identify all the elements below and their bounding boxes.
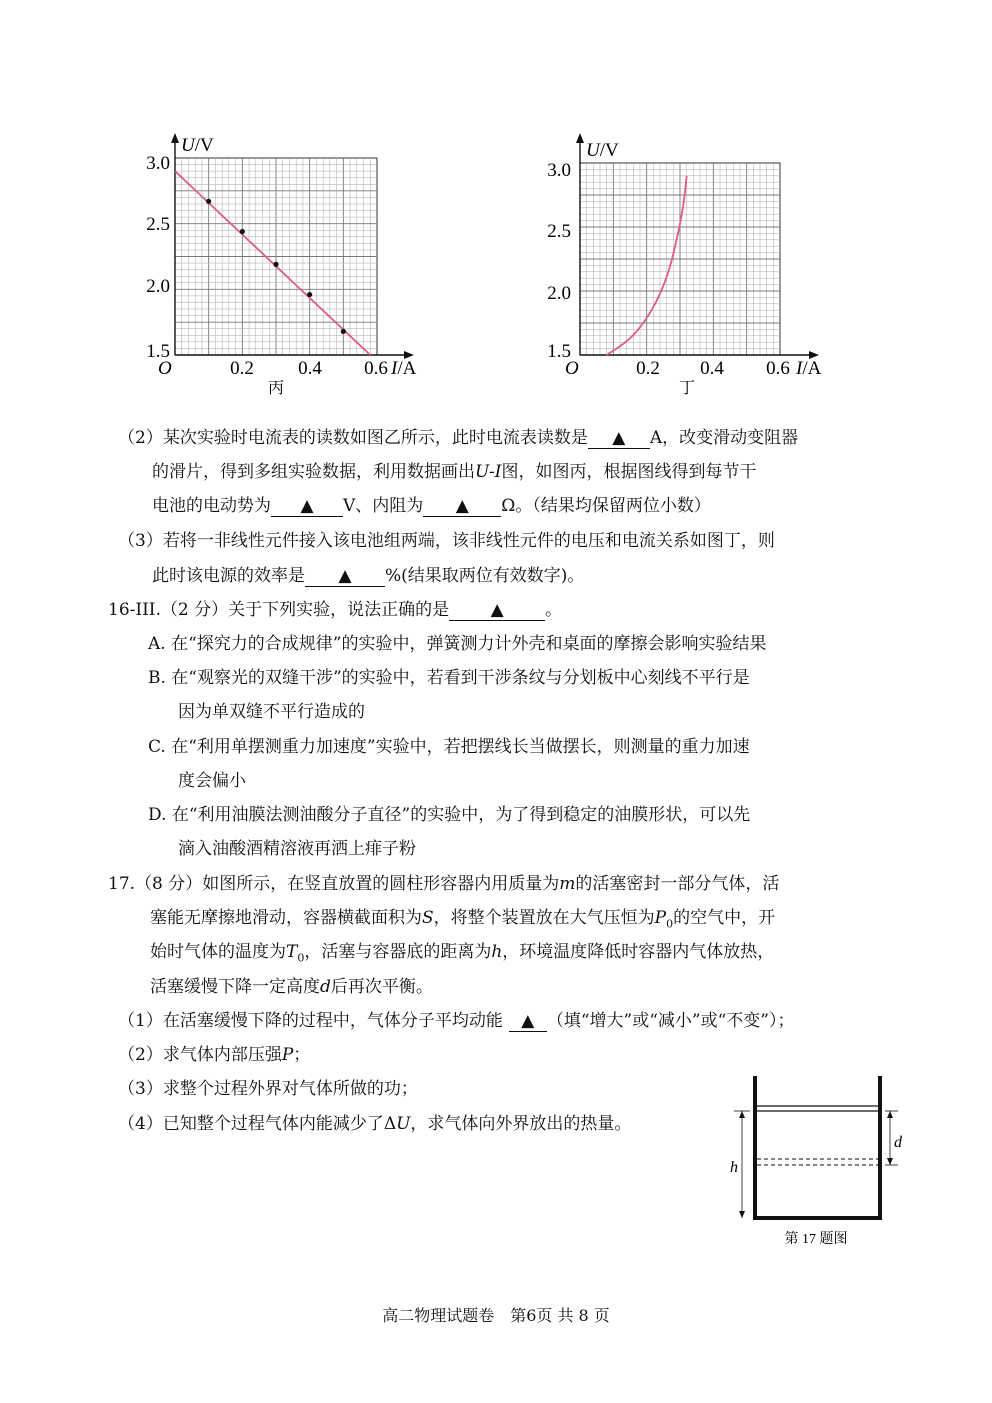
q17-subscript: 0 — [297, 951, 305, 965]
data-point — [206, 199, 211, 204]
y-tick-label: 1.5 — [146, 341, 170, 362]
q17-text: 活塞缓慢下降一定高度 — [150, 977, 320, 997]
q17-line-2 — [150, 906, 775, 936]
q17-text: 17.（8 分）如图所示，在竖直放置的圆柱形容器内用质量为 — [108, 874, 560, 894]
h-label: h — [730, 1159, 738, 1176]
q17-sub-3: （3）求整个过程外界对气体所做的功； — [118, 1079, 418, 1099]
origin-label: O — [158, 358, 172, 379]
chart-bing — [130, 125, 430, 400]
y-tick-label: 3.0 — [146, 153, 170, 174]
y-axis-arrow — [171, 133, 179, 143]
q3-line-2 — [152, 564, 584, 588]
q17-sub-2 — [118, 1043, 310, 1067]
q17-text: 始时气体的温度为 — [150, 942, 286, 962]
q2-text: V、内阻为 — [343, 496, 424, 516]
q2-text: 电池的电动势为 — [152, 496, 271, 516]
data-point — [341, 329, 346, 334]
q16-text: 。 — [545, 600, 563, 620]
q17-italic: S — [422, 908, 434, 928]
q16-option-b: B. 在“观察光的双缝干涉”的实验中，若看到干涉条纹与分划板中心刻线不平行是 — [148, 668, 750, 688]
q3-text: %(结果取两位有效数字)。 — [385, 566, 585, 586]
y-axis-label: U/V — [586, 140, 619, 161]
q2-line-1 — [118, 426, 798, 450]
answer-blank[interactable]: ▲ — [588, 428, 650, 449]
q16-text: 16-III.（2 分）关于下列实验，说法正确的是 — [108, 600, 450, 620]
arrow-icon — [739, 1211, 745, 1218]
q2-italic: U-I — [475, 462, 502, 482]
figure-caption: 第 17 题图 — [784, 1232, 848, 1247]
q17-text: 塞能无摩擦地滑动，容器横截面积为 — [150, 908, 422, 928]
q2-text: 图，如图丙，根据图线得到每节干 — [501, 462, 757, 482]
q17-line-1 — [108, 872, 779, 896]
x-tick-label: 0.6 — [766, 358, 790, 379]
y-tick-label: 1.5 — [547, 341, 571, 362]
q17-text: （2）求气体内部压强 — [118, 1045, 282, 1065]
q17-italic: U — [396, 1114, 411, 1134]
q17-text: ，求气体向外界放出的热量。 — [410, 1114, 632, 1134]
chart-ding-grid — [580, 163, 780, 355]
x-tick-label: 0.2 — [636, 358, 660, 379]
figure-17 — [720, 1068, 920, 1248]
q17-text: 后再次平衡。 — [330, 977, 433, 997]
q17-italic: P — [654, 908, 667, 928]
y-tick-label: 2.5 — [146, 214, 170, 235]
chart-ding — [535, 125, 835, 400]
q17-italic: m — [559, 874, 576, 894]
answer-blank[interactable]: ▲ — [423, 496, 501, 517]
data-point — [307, 292, 312, 297]
arrow-icon — [739, 1111, 745, 1118]
y-tick-label: 3.0 — [547, 160, 571, 181]
y-tick-label: 2.0 — [146, 276, 170, 297]
answer-blank[interactable]: ▲ — [449, 600, 545, 621]
q17-text: ； — [293, 1045, 311, 1065]
q17-sub-1 — [118, 1009, 794, 1033]
q17-italic: T — [286, 942, 298, 962]
q2-text: A，改变滑动变阻器 — [649, 428, 799, 448]
x-tick-label: 0.4 — [298, 358, 322, 379]
y-axis-label: U/V — [181, 135, 214, 156]
q17-text: 的空气中，开 — [673, 908, 776, 928]
q17-italic: h — [491, 942, 503, 962]
answer-blank[interactable]: ▲ — [509, 1011, 547, 1032]
y-axis-arrow — [576, 133, 584, 143]
y-tick-label: 2.0 — [547, 283, 571, 304]
data-point — [273, 262, 278, 267]
answer-blank[interactable]: ▲ — [305, 566, 385, 587]
chart-caption: 丁 — [678, 380, 696, 397]
q2-line-2 — [152, 460, 757, 484]
arrow-icon — [887, 1111, 893, 1118]
q2-line-3 — [152, 494, 711, 518]
q3-text: 此时该电源的效率是 — [152, 566, 305, 586]
data-point — [240, 229, 245, 234]
page-footer: 高二物理试题卷 第6页 共 8 页 — [382, 1306, 610, 1325]
q16-option-d: D. 在“利用油膜法测油酸分子直径”的实验中，为了得到稳定的油膜形状，可以先 — [148, 805, 751, 825]
q16-option-c: C. 在“利用单摆测重力加速度”实验中，若把摆线长当做摆长，则测量的重力加速 — [148, 737, 750, 757]
q17-text: ，环境温度降低时容器内气体放热， — [502, 942, 775, 962]
q17-italic: P — [281, 1045, 294, 1065]
x-tick-label: 0.4 — [700, 358, 724, 379]
q16-option-b-cont: 因为单双缝不平行造成的 — [178, 702, 365, 722]
q17-sub-4 — [118, 1112, 631, 1136]
q16-option-d-cont: 滴入油酸酒精溶液再洒上痱子粉 — [178, 839, 416, 859]
q17-subscript: 0 — [666, 917, 674, 931]
q2-text: 的滑片，得到多组实验数据，利用数据画出 — [152, 462, 475, 482]
x-tick-label: 0.6 — [364, 358, 388, 379]
d-label: d — [894, 1134, 902, 1151]
q16-heading — [108, 598, 562, 622]
q17-text: （1）在活塞缓慢下降的过程中，气体分子平均动能 — [118, 1011, 503, 1031]
q3-line-1: （3）若将一非线性元件接入该电池组两端，该非线性元件的电压和电流关系如图丁，则 — [118, 531, 775, 551]
q17-text: （填“增大”或“减小”或“不变”）； — [546, 1011, 795, 1031]
x-axis-label: I/A — [391, 358, 417, 379]
origin-label: O — [565, 358, 579, 379]
q16-option-a: A. 在“探究力的合成规律”的实验中，弹簧测力计外壳和桌面的摩擦会影响实验结果 — [148, 634, 767, 654]
q17-italic: d — [320, 977, 331, 997]
q17-text: ，活塞与容器底的距离为 — [304, 942, 492, 962]
q17-text: （4）已知整个过程气体内能减少了Δ — [118, 1114, 397, 1134]
x-tick-label: 0.2 — [230, 358, 254, 379]
x-axis-label: I/A — [796, 358, 822, 379]
chart-bing-grid — [175, 158, 377, 355]
q17-text: 的活塞密封一部分气体，活 — [575, 874, 780, 894]
q2-text: Ω。（结果均保留两位小数） — [501, 496, 711, 516]
arrow-icon — [887, 1158, 893, 1165]
q17-text: ，将整个装置放在大气压恒为 — [433, 908, 655, 928]
chart-caption: 丙 — [267, 380, 285, 397]
q16-option-c-cont: 度会偏小 — [178, 771, 246, 791]
q17-line-4 — [150, 975, 433, 999]
q17-line-3 — [150, 940, 774, 970]
answer-blank[interactable]: ▲ — [271, 496, 343, 517]
q2-text: （2）某次实验时电流表的读数如图乙所示，此时电流表读数是 — [118, 428, 588, 448]
y-tick-label: 2.5 — [547, 221, 571, 242]
